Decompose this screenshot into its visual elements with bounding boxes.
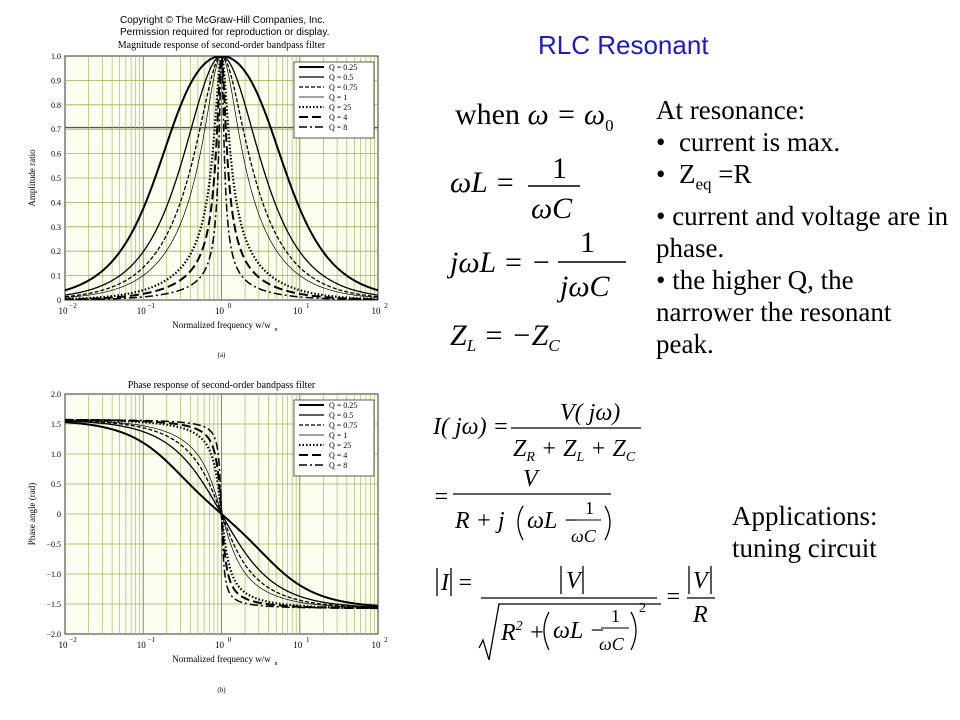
legend-label: Q = 1 [329,93,348,102]
svg-text:V: V [693,568,708,594]
legend-label: Q = 1 [329,431,348,440]
legend-label: Q = 4 [329,113,348,122]
y-axis-label: Amplitude ratio [27,149,37,207]
chart-title: Phase response of second-order bandpass filter [127,380,316,391]
resonance-bullets [656,94,956,360]
svg-text:ωC: ωC [599,634,624,654]
applications-line-1: Applications: [732,501,878,531]
svg-text:1: 1 [580,226,595,259]
svg-text:ωL −: ωL − [527,508,580,534]
x-tick-exponent: −2 [69,636,77,644]
y-tick-label: 0.5 [51,480,61,489]
y-tick-label: 1.0 [51,52,61,61]
svg-text:V: V [523,466,538,492]
bullet-text: current and voltage are in phase. [656,201,949,264]
current-equations [425,390,715,680]
x-tick-exponent: 2 [384,302,388,310]
x-tick-label: 10 [58,640,68,650]
legend-label: Q = 0.75 [329,421,358,430]
svg-text:=: = [457,570,474,596]
svg-text:=: = [665,584,682,610]
x-tick-label: 10 [371,640,381,650]
y-tick-label: 0 [57,510,61,519]
svg-text:ωL −: ωL − [553,618,606,644]
zeq-value: =R [711,159,752,189]
y-tick-label: 2.0 [51,390,61,399]
y-tick-label: 0.8 [51,100,61,110]
zeq-symbol: Z [678,159,696,189]
x-axis-label-sub: n [274,661,278,667]
legend-label: Q = 0.75 [329,83,358,92]
resonance-equations [430,140,660,370]
y-tick-label: −1.0 [46,570,61,579]
legend-label: Q = 8 [329,123,348,132]
svg-text:R + j: R + j [455,508,505,534]
x-tick-exponent: 0 [227,302,232,310]
bullet-item: • the higher Q, the narrower the resonant peak. [656,265,892,360]
x-tick-exponent: 1 [306,636,310,644]
y-tick-label: 1.0 [51,450,61,459]
bullet-item: • current is max. [656,127,841,157]
y-tick-label: −2.0 [46,630,61,639]
y-tick-label: 0.2 [51,247,61,257]
svg-text:jωC: jωC [560,270,610,303]
equation-omega: ω = ω [527,98,606,131]
legend-label: Q = 0.25 [329,63,358,72]
svg-text:ZR + ZL + ZC: $Z_R + Z_L + Z_C$ [513,436,636,465]
x-axis-label: Normalized frequency w/w [172,320,271,330]
equation-when-word: when [455,98,520,131]
y-tick-label: 0 [57,296,61,305]
bullet-text: current is max. [678,127,841,157]
svg-text:ωC: ωC [531,192,573,225]
x-tick-label: 10 [215,306,224,316]
svg-text:R2 +: $R^2$ + [501,619,545,646]
x-axis-label-sub: n [274,327,278,333]
x-tick-exponent: 2 [384,636,388,644]
copyright-line-1: Copyright © The McGraw-Hill Companies, Inc. [120,15,326,26]
x-tick-label: 10 [136,640,146,650]
svg-text:jωL = −: jωL = − [450,246,552,279]
legend-label: Q = 8 [329,461,348,470]
svg-text:=: = [433,484,450,510]
svg-text:2: 2 [639,601,646,616]
x-axis-label: Normalized frequency w/w [172,654,271,664]
x-tick-label: 10 [293,306,303,316]
y-tick-label: 0.1 [51,271,61,281]
phase-chart [0,370,400,720]
copyright-line-2: Permission required for reproduction or display. [120,27,330,38]
legend-label: Q = 25 [329,103,352,112]
svg-text:1: 1 [611,606,620,626]
svg-text:I( jω) =: I( jω) = [433,414,509,440]
x-tick-label: 10 [293,640,303,650]
svg-text:ZL = −ZC: $Z_L = -Z_C$ [450,319,560,355]
svg-text:ωL =: ωL = [450,166,516,199]
panel-label: (a) [217,351,226,359]
applications-note [732,500,877,564]
legend-label: Q = 25 [329,441,352,450]
legend-label: Q = 0.5 [329,73,354,82]
x-tick-exponent: −1 [147,636,155,644]
equation-omega-sub: 0 [605,116,614,135]
x-tick-exponent: 1 [306,302,310,310]
equation-when [455,98,614,136]
svg-text:1: 1 [552,152,567,185]
y-tick-label: 0.7 [51,125,61,135]
y-tick-label: 0.9 [51,76,61,86]
bullet-text: the higher Q, the narrower the resonant peak. [656,265,892,360]
chart-title: Magnitude response of second-order bandpass filter [117,40,326,51]
svg-text:R: R [693,602,708,628]
x-tick-label: 10 [136,306,146,316]
applications-line-2: tuning circuit [732,533,877,563]
svg-text:1: 1 [585,498,594,518]
legend-label: Q = 0.25 [329,401,358,410]
bullets-heading: At resonance: [656,95,806,125]
bullet-item: • current and voltage are in phase. [656,201,949,264]
x-tick-exponent: 0 [227,636,232,644]
svg-text:V: V [566,568,581,594]
zeq-subscript: eq [695,174,712,194]
y-tick-label: 0.6 [51,149,61,159]
svg-text:V( jω): V( jω) [560,400,621,426]
bullet-item: • $Z_{eq} =R$ [656,159,752,194]
svg-text:ωC: ωC [571,526,596,546]
y-tick-label: −1.5 [46,600,61,609]
page-title: RLC Resonant [538,30,709,60]
legend-label: Q = 0.5 [329,411,354,420]
y-axis-label: Phase angle (rad) [27,482,37,546]
y-tick-label: −0.5 [46,540,61,549]
panel-label: (b) [217,686,226,694]
x-tick-label: 10 [215,640,224,650]
y-tick-label: 0.5 [51,174,61,183]
svg-text:I: I [441,570,449,596]
x-tick-label: 10 [58,306,68,316]
y-tick-label: 0.3 [51,222,61,232]
legend-label: Q = 4 [329,451,348,460]
magnitude-chart [0,0,400,370]
y-tick-label: 0.4 [51,198,61,208]
x-tick-exponent: −2 [69,302,77,310]
x-tick-exponent: −1 [147,302,155,310]
x-tick-label: 10 [371,306,381,316]
y-tick-label: 1.5 [51,420,61,429]
